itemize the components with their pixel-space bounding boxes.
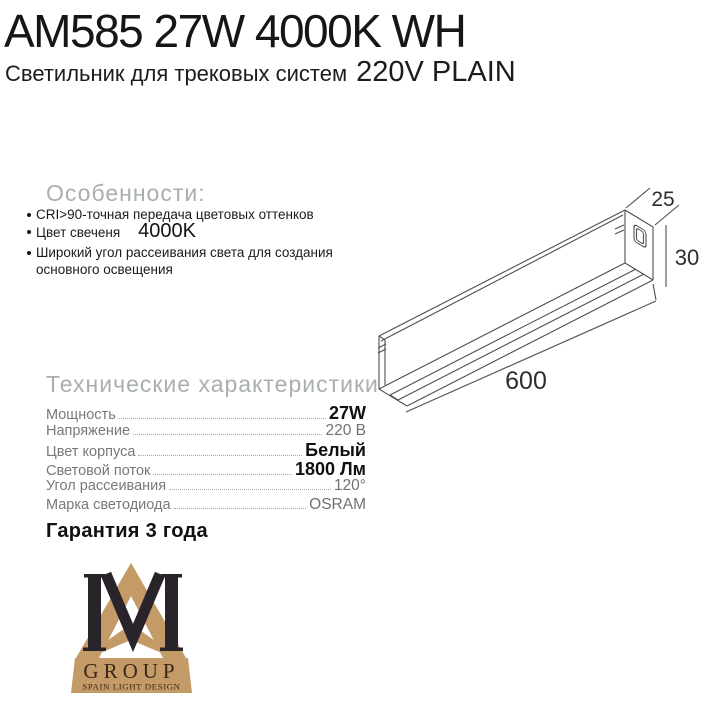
dotted-leader xyxy=(169,489,331,490)
logo-apex xyxy=(119,563,143,584)
spec-value: Белый xyxy=(305,440,366,461)
spec-value: 1800 Лм xyxy=(295,458,366,479)
spec-row xyxy=(46,477,366,496)
brand-logo xyxy=(64,556,196,698)
subtitle-category: Светильник для трековых систем xyxy=(5,61,348,86)
dotted-leader xyxy=(174,508,307,509)
logo-tagline-text: SPAIN LIGHT DESIGN xyxy=(82,681,181,692)
dim-label-height: 30 xyxy=(674,245,700,270)
feature-item xyxy=(27,244,335,278)
feature-item xyxy=(27,220,335,244)
spec-table xyxy=(46,403,366,515)
feature-text: Цвет свеченя xyxy=(36,225,121,240)
product-title: AM585 27W 4000K WH xyxy=(4,5,466,57)
dotted-leader xyxy=(133,434,322,435)
dotted-leader xyxy=(138,455,302,456)
spec-value: 27W xyxy=(328,403,366,423)
spec-value: 120° xyxy=(333,477,366,495)
spec-row xyxy=(46,496,366,515)
spec-label: Световой поток xyxy=(46,462,151,479)
fixture-drawing xyxy=(360,170,705,420)
warranty-text: Гарантия 3 года xyxy=(46,520,208,542)
spec-value: OSRAM xyxy=(309,495,366,513)
dotted-leader xyxy=(153,474,292,475)
spec-label: Угол рассеивания xyxy=(46,478,167,495)
bullet-icon xyxy=(27,213,31,217)
spec-value: 220 В xyxy=(325,421,366,439)
product-diagram xyxy=(360,170,705,420)
spec-row xyxy=(46,440,366,459)
color-temperature-value: 4000K xyxy=(138,220,196,242)
dim-label-width: 25 xyxy=(651,188,675,211)
bullet-icon xyxy=(27,251,31,255)
bullet-icon xyxy=(27,230,31,234)
spec-label: Марка светодиода xyxy=(46,496,171,513)
feature-text: Широкий угол рассеивания света для создания основного освещения xyxy=(36,245,333,277)
spec-row xyxy=(46,422,366,441)
spec-label: Мощность xyxy=(46,407,116,423)
product-subtitle xyxy=(5,56,516,89)
brand-logo-svg xyxy=(64,556,196,698)
features-heading: Особенности: xyxy=(46,180,206,206)
dotted-leader xyxy=(119,418,326,419)
dim-label-length: 600 xyxy=(505,367,547,395)
features-list xyxy=(27,206,335,278)
spec-label: Напряжение xyxy=(46,422,131,439)
specs-heading: Технические характеристики xyxy=(46,371,379,397)
socket-hole xyxy=(634,224,646,248)
logo-group-text: GROUP xyxy=(83,659,180,683)
spec-row xyxy=(46,403,366,422)
spec-row xyxy=(46,459,366,478)
spec-label: Цвет корпуса xyxy=(46,444,136,461)
feature-text: CRI>90-точная передача цветовых оттенков xyxy=(36,207,314,222)
subtitle-series: 220V PLAIN xyxy=(356,56,516,88)
